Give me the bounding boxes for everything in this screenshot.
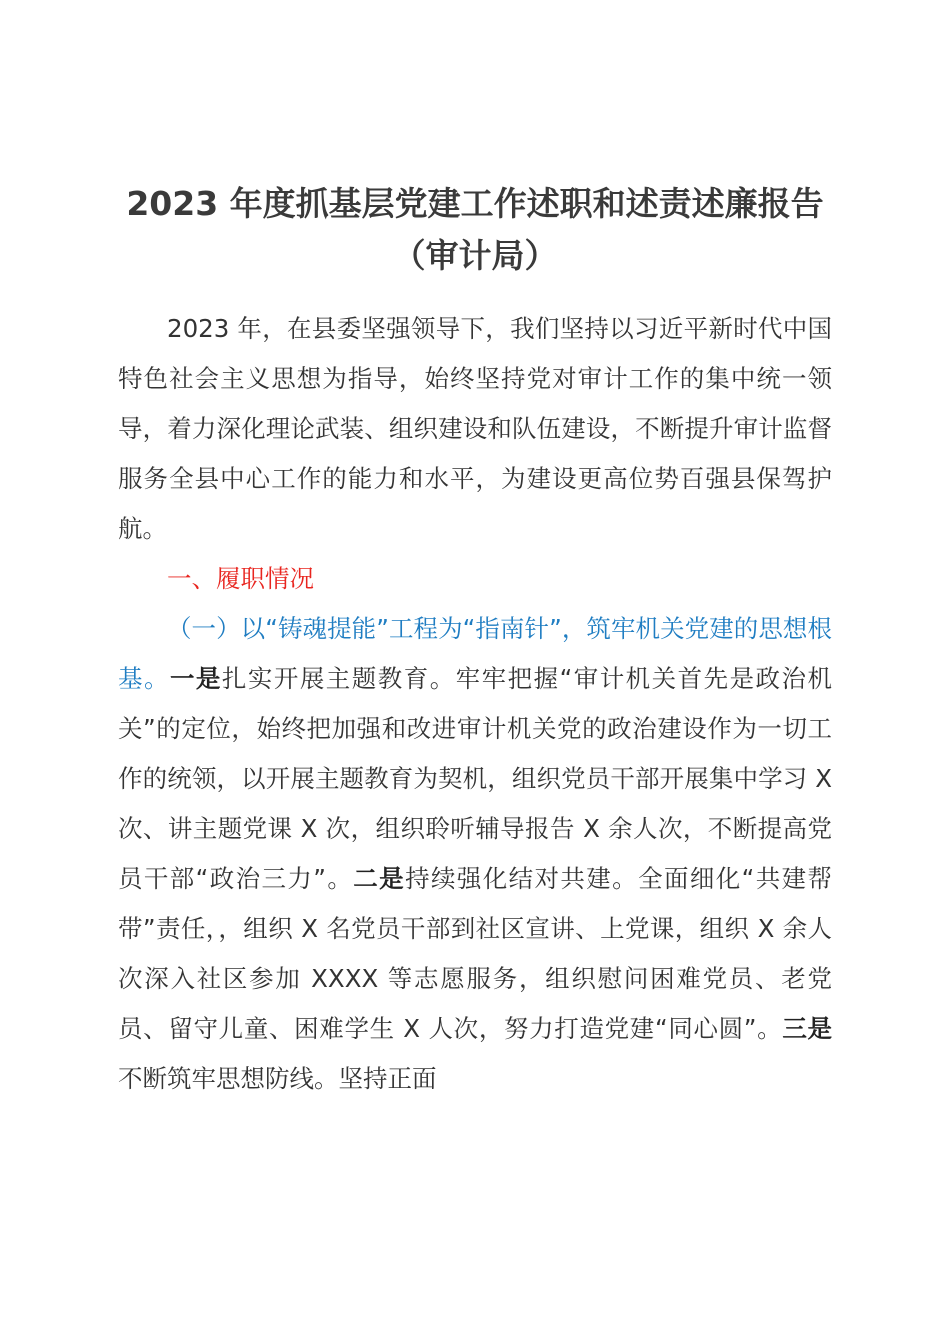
intro-paragraph: 2023 年，在县委坚强领导下，我们坚持以习近平新时代中国特色社会主义思想为指导，始终坚持党对审计工作的集中统一领导，着力深化理论武装、组织建设和队伍建设，不断提升审计监督服务全县中心工作的能力和水平，为建设更高位势百强县保驾护航。 bbox=[118, 314, 832, 543]
point-label-3: 三是 bbox=[782, 1014, 833, 1043]
document-title: 2023 年度抓基层党建工作述职和述责述廉报告（审计局） bbox=[126, 184, 824, 275]
point-text-2: 持续强化结对共建。全面细化“共建帮带”责任，，组织 X 名党员干部到社区宣讲、上党课，组织 X 余人次深入社区参加 XXXX 等志愿服务，组织慰问困难党员、老党员、留守儿童、困难学生 X 人次，努力打造党建“同心圆”。 bbox=[118, 864, 832, 1043]
section-heading: 一、履职情况 bbox=[167, 564, 314, 593]
sub-section-heading: （一）以“铸魂提能”工程为“指南针”，筑牢机关党建的思想根基。 bbox=[118, 614, 832, 693]
point-text-1: 扎实开展主题教育。牢牢把握“审计机关首先是政治机关”的定位，始终把加强和改进审计机关党的政治建设作为一切工作的统领，以开展主题教育为契机，组织党员干部开展集中学习 X 次、讲主题党课 X 次，组织聆听辅导报告 X 余人次，不断提高党员干部“政治三力”。 bbox=[118, 664, 832, 893]
document-body bbox=[118, 304, 832, 1104]
point-text-3: 不断筑牢思想防线。坚持正面 bbox=[118, 1064, 437, 1093]
sub-section-paragraph bbox=[118, 604, 832, 1104]
point-label-2: 二是 bbox=[353, 864, 406, 893]
point-label-1: 一是 bbox=[169, 664, 222, 693]
